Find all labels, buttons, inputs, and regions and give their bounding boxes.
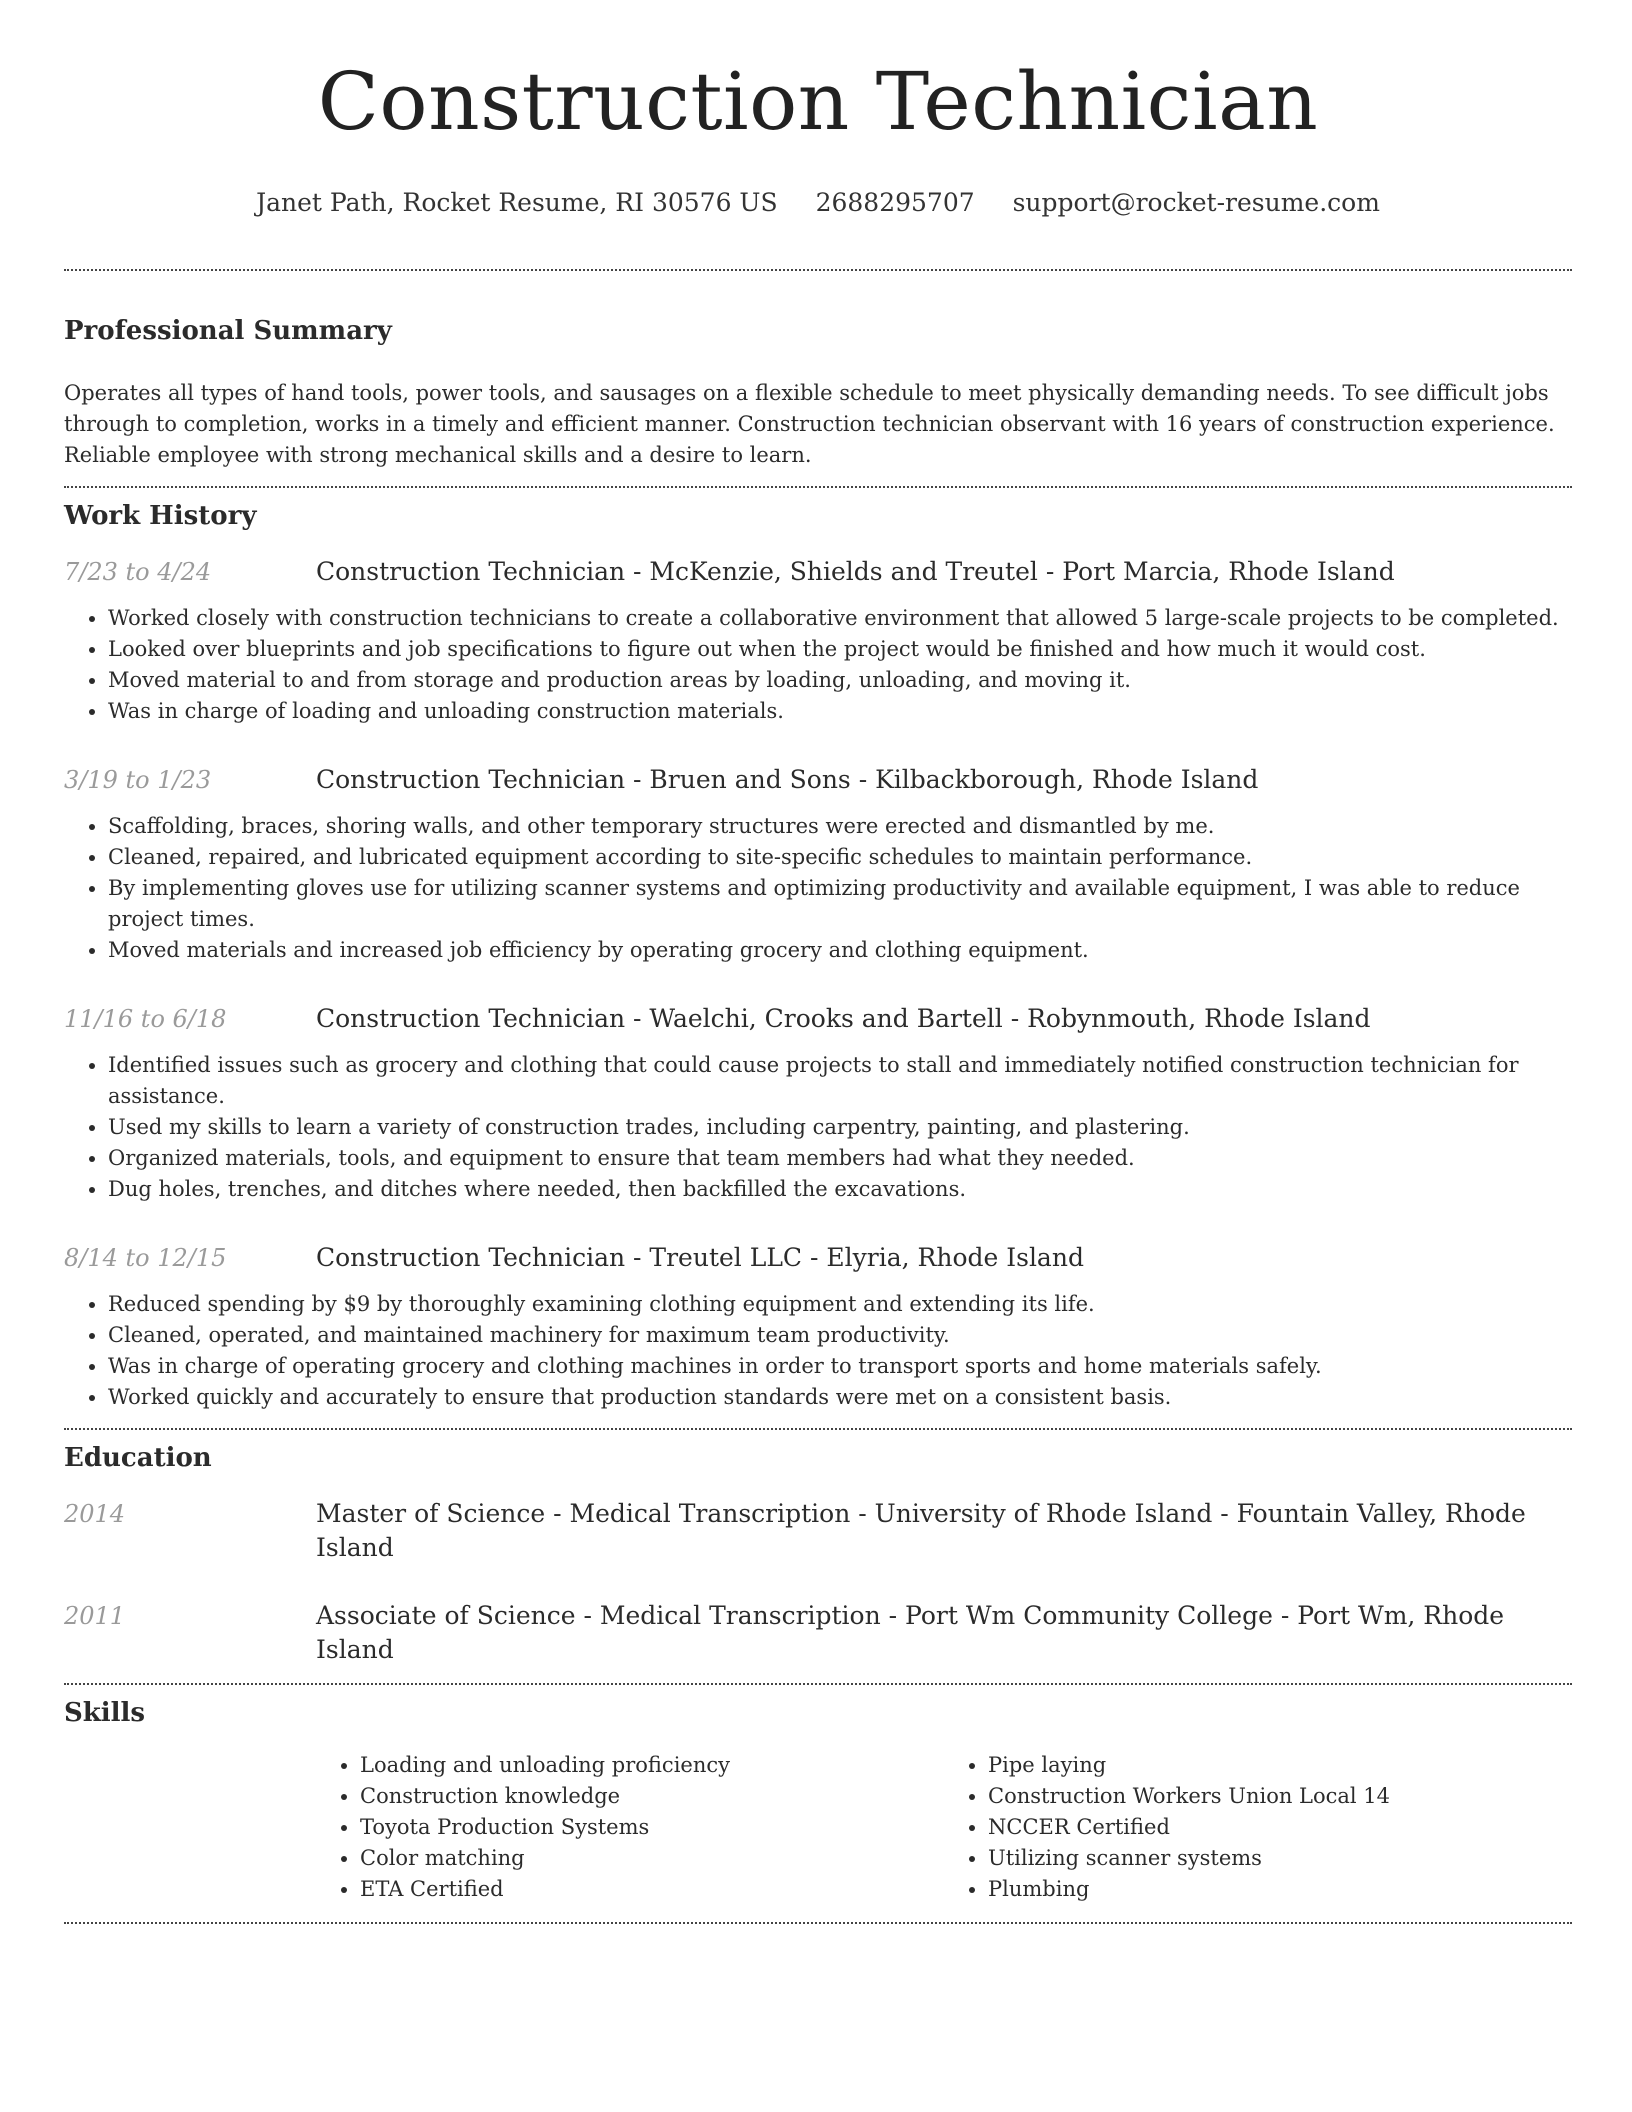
summary-section [64, 314, 1572, 471]
job-bullet: • Organized materials, tools, and equipment to ensure that team members had what they needed. [108, 1143, 1572, 1174]
job-title: Construction Technician - McKenzie, Shields and Treutel - Port Marcia, Rhode Island [316, 557, 1395, 586]
job-bullets [64, 811, 1572, 966]
job-bullets [64, 1050, 1572, 1205]
job-bullet: • Looked over blueprints and job specifications to figure out when the project would be finished and how much it would cost. [108, 634, 1572, 665]
job-title: Construction Technician - Treutel LLC - Elyria, Rhode Island [316, 1243, 1084, 1272]
skill-item: • Color matching [360, 1843, 944, 1874]
job-bullet: • Cleaned, repaired, and lubricated equipment according to site-specific schedules to maintain performance. [108, 842, 1572, 873]
education-degree: Associate of Science - Medical Transcription - Port Wm Community College - Port Wm, Rhode Island [316, 1601, 1505, 1664]
job-bullet: • Worked closely with construction technicians to create a collaborative environment that allowed 5 large-scale projects to be completed. [108, 603, 1572, 634]
job-dates: 8/14 to 12/15 [64, 1244, 227, 1272]
job-bullet: • Dug holes, trenches, and ditches where needed, then backfilled the excavations. [108, 1174, 1572, 1205]
job-entry [64, 1241, 1572, 1413]
section-heading-summary: Professional Summary [64, 316, 392, 346]
job-entry [64, 1002, 1572, 1205]
skill-item: • Construction knowledge [360, 1781, 944, 1812]
divider [64, 486, 1572, 488]
education-entry [64, 1497, 1572, 1565]
contact-address: Janet Path, Rocket Resume, RI 30576 US [256, 188, 778, 217]
job-bullet: • Was in charge of loading and unloading construction materials. [108, 696, 1572, 727]
skills-section [64, 1696, 1572, 1905]
job-title: Construction Technician - Waelchi, Crooks and Bartell - Robynmouth, Rhode Island [316, 1004, 1371, 1033]
divider [64, 269, 1572, 271]
job-bullet: • By implementing gloves use for utilizing scanner systems and optimizing productivity and available equipment, I was able to reduce project times. [108, 873, 1572, 935]
skill-item: • ETA Certified [360, 1874, 944, 1905]
work-history-section [64, 499, 1572, 1413]
skill-item: • Utilizing scanner systems [988, 1843, 1572, 1874]
skills-list-left [316, 1750, 944, 1905]
contact-phone: 2688295707 [815, 188, 975, 217]
job-bullet: • Scaffolding, braces, shoring walls, and other temporary structures were erected and dismantled by me. [108, 811, 1572, 842]
job-bullets [64, 603, 1572, 727]
job-bullet: • Was in charge of operating grocery and clothing machines in order to transport sports and home materials safely. [108, 1351, 1572, 1382]
education-section [64, 1441, 1572, 1667]
job-bullet: • Used my skills to learn a variety of construction trades, including carpentry, painting, and plastering. [108, 1112, 1572, 1143]
resume-title: Construction Technician [317, 55, 1319, 148]
education-year: 2014 [64, 1500, 126, 1528]
skill-item: • Pipe laying [988, 1750, 1572, 1781]
job-dates: 11/16 to 6/18 [64, 1005, 227, 1033]
job-title: Construction Technician - Bruen and Sons - Kilbackborough, Rhode Island [316, 765, 1259, 794]
section-heading-education: Education [64, 1443, 212, 1473]
skill-item: • NCCER Certified [988, 1812, 1572, 1843]
skill-item: • Construction Workers Union Local 14 [988, 1781, 1572, 1812]
job-bullet: • Reduced spending by $9 by thoroughly examining clothing equipment and extending its life. [108, 1289, 1572, 1320]
divider [64, 1683, 1572, 1685]
education-entry [64, 1599, 1572, 1667]
divider [64, 1428, 1572, 1430]
education-year: 2011 [64, 1602, 126, 1630]
skill-item: • Toyota Production Systems [360, 1812, 944, 1843]
job-bullet: • Worked quickly and accurately to ensure that production standards were met on a consistent basis. [108, 1382, 1572, 1413]
job-dates: 7/23 to 4/24 [64, 558, 212, 586]
skills-list-right [944, 1750, 1572, 1905]
section-heading-work-history: Work History [64, 501, 257, 531]
job-bullet: • Moved materials and increased job efficiency by operating grocery and clothing equipment. [108, 935, 1572, 966]
job-bullet: • Identified issues such as grocery and clothing that could cause projects to stall and immediately notified construction technician for assistance. [108, 1050, 1572, 1112]
resume-page [64, 0, 1572, 1924]
job-bullet: • Cleaned, operated, and maintained machinery for maximum team productivity. [108, 1320, 1572, 1351]
section-heading-skills: Skills [64, 1698, 146, 1728]
skills-columns [316, 1750, 1572, 1905]
divider [64, 1922, 1572, 1924]
contact-email: support@rocket-resume.com [1012, 188, 1380, 217]
job-bullets [64, 1289, 1572, 1413]
job-entry [64, 763, 1572, 966]
skill-item: • Plumbing [988, 1874, 1572, 1905]
skill-item: • Loading and unloading proficiency [360, 1750, 944, 1781]
contact-line [64, 186, 1572, 220]
job-bullet: • Moved material to and from storage and production areas by loading, unloading, and moving it. [108, 665, 1572, 696]
summary-text: Operates all types of hand tools, power tools, and sausages on a flexible schedule to meet physically demanding needs. To see difficult jobs through to completion, works in a timely and efficient manner. Construction technician observant with 16 years of construction experience. Reliable employee with strong mechanical skills and a desire to learn. [64, 381, 1555, 467]
job-dates: 3/19 to 1/23 [64, 766, 212, 794]
education-degree: Master of Science - Medical Transcription - University of Rhode Island - Fountain Valley, Rhode Island [316, 1499, 1526, 1562]
job-entry [64, 555, 1572, 727]
